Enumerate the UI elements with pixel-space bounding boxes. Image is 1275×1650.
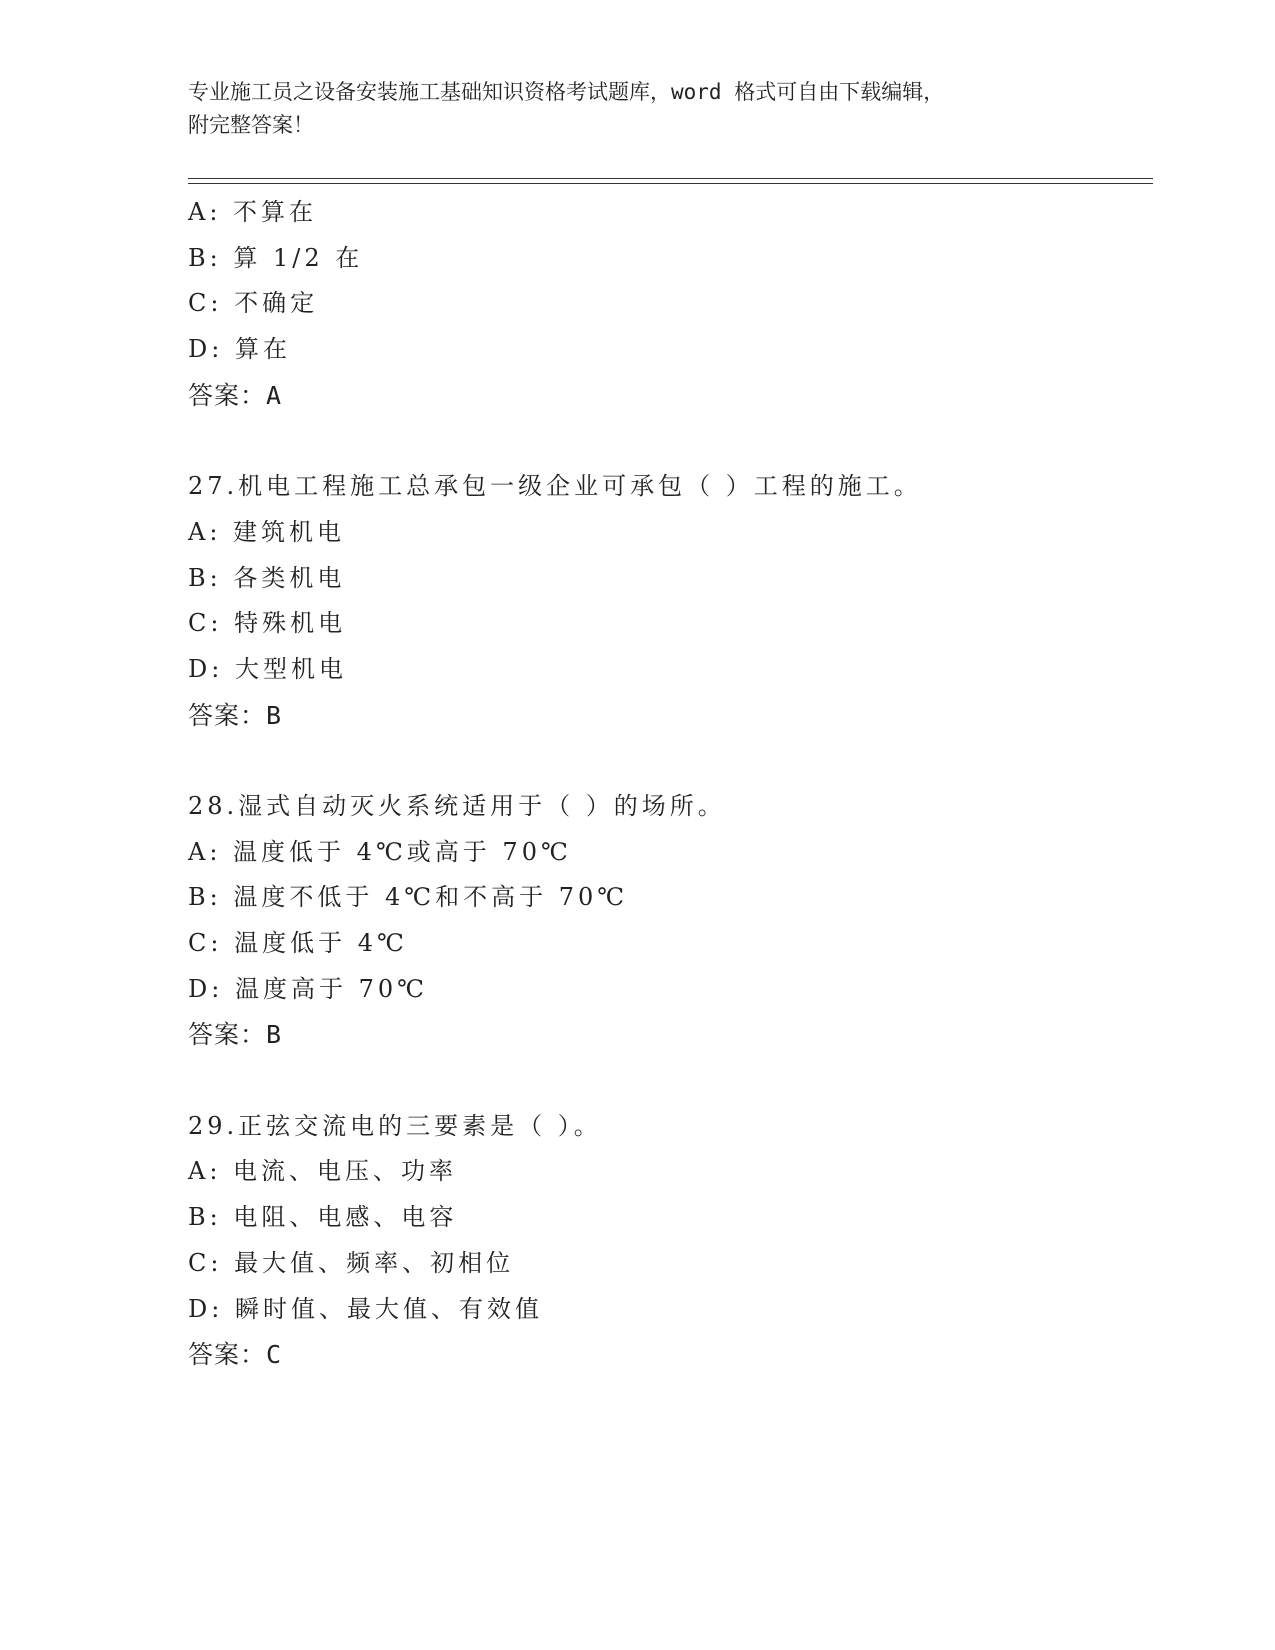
option-c: C: 最大值、频率、初相位 xyxy=(188,1248,515,1277)
header-line-1: 专业施工员之设备安装施工基础知识资格考试题库，word 格式可自由下载编辑， xyxy=(188,80,945,104)
question-list xyxy=(188,190,1148,1378)
option-c: C: 特殊机电 xyxy=(188,609,347,638)
option-b: B: 温度不低于 4℃和不高于 70℃ xyxy=(188,883,629,912)
answer-line: 答案：A xyxy=(188,380,283,410)
answer-line: 答案：B xyxy=(188,1020,283,1050)
answer-line: 答案：B xyxy=(188,700,283,730)
option-d: D: 温度高于 70℃ xyxy=(188,974,428,1003)
header-line-2: 附完整答案！ xyxy=(188,113,314,137)
option-d: D: 大型机电 xyxy=(188,654,347,683)
question-stem: 29.正弦交流电的三要素是（ ）。 xyxy=(188,1111,602,1140)
question-block-28 xyxy=(188,784,1148,1058)
question-stem: 28.湿式自动灭火系统适用于（ ）的场所。 xyxy=(188,791,726,820)
question-block-26 xyxy=(188,190,1148,418)
spacer xyxy=(188,418,1148,464)
option-d: D: 瞬时值、最大值、有效值 xyxy=(188,1294,543,1323)
header-divider-top xyxy=(188,178,1153,179)
option-d: D: 算在 xyxy=(188,335,291,364)
question-stem: 27.机电工程施工总承包一级企业可承包（ ）工程的施工。 xyxy=(188,472,922,501)
spacer xyxy=(188,1058,1148,1104)
answer-line: 答案：C xyxy=(188,1340,283,1370)
document-header xyxy=(188,76,1088,142)
option-a: A: 电流、电压、功率 xyxy=(188,1157,458,1186)
option-a: A: 不算在 xyxy=(188,198,318,226)
question-block-27 xyxy=(188,464,1148,738)
option-c: C: 温度低于 4℃ xyxy=(188,929,408,957)
option-b: B: 各类机电 xyxy=(188,563,346,592)
question-block-29 xyxy=(188,1104,1148,1378)
option-b: B: 电阻、电感、电容 xyxy=(188,1203,458,1232)
spacer xyxy=(188,738,1148,784)
option-c: C: 不确定 xyxy=(188,289,319,318)
option-b: B: 算 1/2 在 xyxy=(188,243,364,272)
header-divider-bottom xyxy=(188,183,1153,184)
option-a: A: 温度低于 4℃或高于 70℃ xyxy=(188,837,572,866)
option-a: A: 建筑机电 xyxy=(188,517,346,546)
